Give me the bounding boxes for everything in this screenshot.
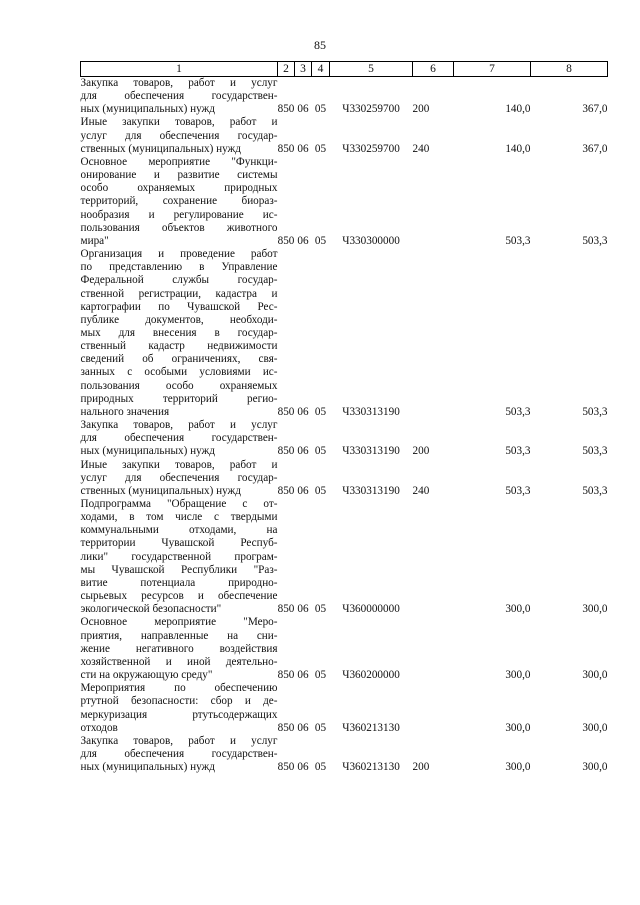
col-8-amount: 367,0: [582, 142, 608, 155]
col-4-value: 05: [314, 669, 327, 682]
description-line: сведений об ограничениях, свя-: [80, 353, 278, 366]
description-line: для обеспечения государствен-: [80, 432, 278, 445]
description-line: по представлению в Управление: [80, 261, 278, 274]
col-7-amount: 300,0: [505, 669, 531, 682]
description-line: сырьевых ресурсов и обеспечение: [80, 590, 278, 603]
description-line: Основное мероприятие "Меро-: [80, 616, 278, 629]
col-8-amount: 503,3: [582, 234, 608, 247]
table-row: [81, 616, 608, 682]
col-4-value: 05: [314, 721, 327, 734]
description-line: территорий, сохранение биораз-: [80, 195, 278, 208]
col-2-value: 850: [277, 103, 295, 116]
description-line: для обеспечения государствен-: [80, 90, 278, 103]
header-col-4: 4: [312, 62, 330, 77]
header-col-2: 2: [278, 62, 295, 77]
col-6-expense-type: 200: [412, 445, 430, 458]
description-line: жение негативного воздействия: [80, 642, 278, 655]
description-line: картографии по Чувашской Рес-: [80, 300, 278, 313]
description-line: коммунальными отходами, на: [80, 524, 278, 537]
description-line: мых для внесения в государ-: [80, 326, 278, 339]
description-line: онирование и развитие системы: [80, 169, 278, 182]
col-8-amount: 503,3: [582, 484, 608, 497]
description-line: Иные закупки товаров, работ и: [80, 116, 278, 129]
description-line: Подпрограмма "Обращение с от-: [80, 498, 278, 510]
col-7-amount: 140,0: [505, 142, 531, 155]
table-row: [81, 459, 608, 498]
row-description: [81, 116, 278, 155]
description-line: мира": [80, 234, 109, 247]
col-2-value: 850: [277, 484, 295, 497]
col-2-value: 850: [277, 721, 295, 734]
description-line: природных территорий регио-: [80, 392, 278, 405]
table-row: [81, 116, 608, 155]
col-6-expense-type: [413, 156, 454, 248]
description-line: ходами, в том числе с твердыми: [80, 511, 278, 524]
col-2-value: 850: [277, 761, 295, 774]
col-2-value: 850: [277, 234, 295, 247]
description-line: сти на окружающую среду": [80, 669, 213, 682]
col-7-amount: 503,3: [505, 405, 531, 418]
col-7-amount: 300,0: [505, 603, 531, 616]
col-5-target-code: Ч330313190: [342, 405, 400, 418]
page-number: 85: [314, 38, 326, 52]
col-5-target-code: Ч330259700: [342, 103, 400, 116]
description-line: мы Чувашской Республики "Раз-: [80, 563, 278, 576]
col-6-expense-type: 240: [412, 142, 430, 155]
description-line: Иные закупки товаров, работ и: [80, 458, 278, 471]
col-5-target-code: Ч330300000: [342, 234, 400, 247]
col-8-amount: 300,0: [582, 669, 608, 682]
col-3-value: 06: [297, 103, 309, 116]
col-3-value: 06: [297, 761, 309, 774]
header-row: [81, 62, 608, 77]
description-line: нального значения: [80, 405, 170, 418]
table-row: [81, 419, 608, 458]
row-description: [81, 419, 278, 458]
row-description: [81, 735, 278, 774]
col-5-target-code: Ч330259700: [342, 142, 400, 155]
col-5-target-code: Ч360000000: [342, 603, 400, 616]
header-col-7: 7: [454, 62, 531, 77]
col-4-value: 05: [314, 103, 327, 116]
col-3-value: 06: [297, 721, 309, 734]
col-7-amount: 300,0: [505, 761, 531, 774]
col-3-value: 06: [297, 142, 309, 155]
col-6-expense-type: 240: [412, 484, 430, 497]
description-line: приятия, направленные на сни-: [80, 629, 278, 642]
description-line: ственной регистрации, кадастра и: [80, 287, 278, 300]
table-row: [81, 77, 608, 117]
col-6-expense-type: [413, 616, 454, 682]
description-line: ственных (муниципальных) нужд: [80, 142, 241, 155]
description-line: Мероприятия по обеспечению: [80, 682, 278, 695]
col-8-amount: 300,0: [582, 603, 608, 616]
description-line: витие потенциала природно-: [80, 576, 278, 589]
description-line: меркуризация ртутьсодержащих: [80, 708, 278, 721]
description-line: ственный кадастр недвижимости: [80, 340, 278, 353]
row-description: [81, 77, 278, 117]
col-3-value: 06: [297, 405, 309, 418]
col-4-value: 05: [314, 761, 327, 774]
col-5-target-code: Ч330313190: [342, 445, 400, 458]
header-col-3: 3: [295, 62, 312, 77]
description-line: ных (муниципальных) нужд: [80, 445, 215, 458]
col-6-expense-type: [413, 682, 454, 735]
description-line: нообразия и регулирование ис-: [80, 208, 278, 221]
description-line: занных с особыми условиями ис-: [80, 366, 278, 379]
col-3-value: 06: [297, 484, 309, 497]
col-5-target-code: Ч360213130: [342, 761, 400, 774]
description-line: особо охраняемых природных: [80, 182, 278, 195]
description-line: услуг для обеспечения государ-: [80, 129, 278, 142]
col-6-expense-type: [413, 248, 454, 419]
col-2-value: 850: [277, 445, 295, 458]
col-4-value: 05: [314, 603, 327, 616]
col-2-value: 850: [277, 142, 295, 155]
col-6-expense-type: 200: [412, 761, 430, 774]
col-3-value: 06: [297, 669, 309, 682]
row-description: [81, 498, 278, 616]
table-body: [81, 77, 608, 775]
description-line: Федеральной службы государ-: [80, 274, 278, 287]
col-6-expense-type: [413, 498, 454, 616]
col-4-value: 05: [314, 484, 327, 497]
col-8-amount: 503,3: [582, 445, 608, 458]
description-line: для обеспечения государствен-: [80, 747, 278, 760]
header-col-5: 5: [330, 62, 413, 77]
col-4-value: 05: [314, 405, 327, 418]
table-row: [81, 248, 608, 419]
budget-table: [80, 61, 608, 774]
description-line: экологической безопасности": [80, 603, 222, 616]
col-8-amount: 503,3: [582, 405, 608, 418]
description-line: ных (муниципальных) нужд: [80, 103, 215, 116]
col-2-value: 850: [277, 669, 295, 682]
col-4-value: 05: [314, 445, 327, 458]
description-line: хозяйственной и иной деятельно-: [80, 655, 278, 668]
description-line: отходов: [80, 721, 118, 734]
col-5-target-code: Ч360200000: [342, 669, 400, 682]
col-4-value: 05: [314, 234, 327, 247]
description-line: лики" государственной програм-: [80, 550, 278, 563]
description-line: Закупка товаров, работ и услуг: [80, 77, 278, 89]
description-line: Организация и проведение работ: [80, 248, 278, 261]
col-7-amount: 300,0: [505, 721, 531, 734]
col-5-target-code: Ч360213130: [342, 721, 400, 734]
description-line: ных (муниципальных) нужд: [80, 761, 215, 774]
col-2-value: 850: [277, 603, 295, 616]
row-description: [81, 248, 278, 419]
col-8-amount: 300,0: [582, 721, 608, 734]
description-line: публике документов, необходи-: [80, 313, 278, 326]
col-3-value: 06: [297, 603, 309, 616]
row-description: [81, 616, 278, 682]
col-2-value: 850: [277, 405, 295, 418]
col-8-amount: 300,0: [582, 761, 608, 774]
description-line: Закупка товаров, работ и услуг: [80, 419, 278, 432]
description-line: пользования особо охраняемых: [80, 379, 278, 392]
col-3-value: 06: [297, 445, 309, 458]
description-line: Закупка товаров, работ и услуг: [80, 734, 278, 747]
col-8-amount: 367,0: [582, 103, 608, 116]
col-7-amount: 140,0: [505, 103, 531, 116]
col-3-value: 06: [297, 234, 309, 247]
col-7-amount: 503,3: [505, 445, 531, 458]
table-row: [81, 682, 608, 735]
col-6-expense-type: 200: [412, 103, 430, 116]
col-5-target-code: Ч330313190: [342, 484, 400, 497]
row-description: [81, 459, 278, 498]
col-4-value: 05: [314, 142, 327, 155]
description-line: пользования объектов животного: [80, 221, 278, 234]
header-col-6: 6: [413, 62, 454, 77]
description-line: ственных (муниципальных) нужд: [80, 484, 241, 497]
header-col-1: 1: [81, 62, 278, 77]
table-row: [81, 156, 608, 248]
description-line: территории Чувашской Респуб-: [80, 537, 278, 550]
description-line: услуг для обеспечения государ-: [80, 471, 278, 484]
col-7-amount: 503,3: [505, 234, 531, 247]
row-description: [81, 156, 278, 248]
row-description: [81, 682, 278, 735]
table-row: [81, 735, 608, 774]
table-row: [81, 498, 608, 616]
header-col-8: 8: [531, 62, 608, 77]
description-line: Основное мероприятие "Функци-: [80, 155, 278, 168]
col-7-amount: 503,3: [505, 484, 531, 497]
description-line: ртутной безопасности: сбор и де-: [80, 695, 278, 708]
